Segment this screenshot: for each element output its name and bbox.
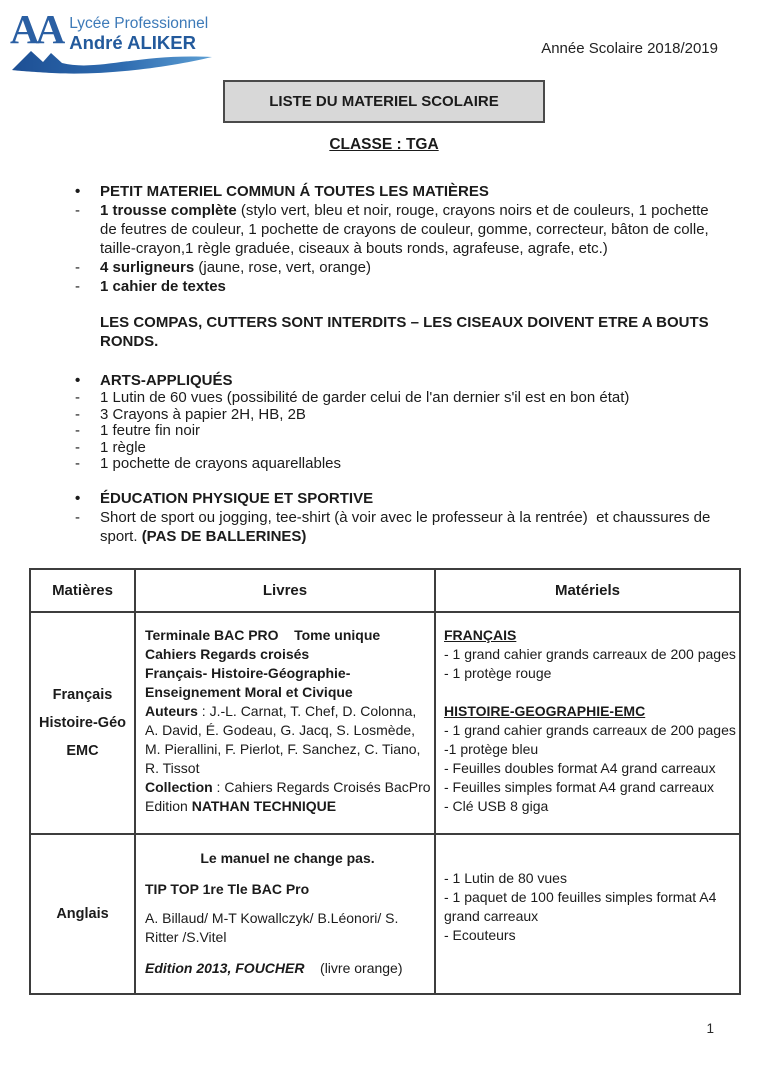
item-emphasis: (PAS DE BALLERINES) <box>141 527 307 545</box>
item-lead: 1 trousse complète <box>100 202 237 219</box>
cell-materiels <box>435 612 740 834</box>
book-title-line: Terminale BAC PRO Tome unique <box>145 626 381 643</box>
item-detail: (stylo vert, bleu et noir, rouge, crayons noirs et de couleurs, 1 pochette de feutres de couleur, 1 pochette de crayons de couleur, gomme, correcteur, bâton de colle, taille-crayon,1 règle graduée, ciseaux à bouts ronds, agrafeuse, agrafe, etc.) <box>100 202 709 257</box>
book-title-line: Français- Histoire-Géographie- <box>145 664 351 681</box>
list-item-text: 1 feutre fin noir <box>100 422 201 439</box>
materiel-item: - Clé USB 8 giga <box>444 797 549 814</box>
list-item-text <box>100 201 728 258</box>
table-row-francais-histoire-emc <box>30 612 740 834</box>
col-header-matieres: Matières <box>30 569 135 612</box>
list-item-aquarellables <box>75 456 728 473</box>
class-label: CLASSE : TGA <box>329 136 439 153</box>
logo-school-type: Lycée Professionnel <box>69 15 209 32</box>
item-detail: (jaune, rose, vert, orange) <box>194 259 371 276</box>
bullet-icon: • <box>75 372 81 389</box>
list-item-cahier-textes <box>75 277 728 296</box>
book-authors <box>145 702 432 778</box>
matiere-line: Français <box>52 686 113 703</box>
cell-matiere <box>30 612 135 834</box>
item-lead: 4 surligneurs <box>100 259 195 276</box>
materiel-item: - Feuilles simples format A4 grand carreaux <box>444 778 714 795</box>
edition-detail: (livre orange) <box>304 960 403 976</box>
page-number: 1 <box>706 1021 714 1036</box>
supplies-table <box>29 568 741 995</box>
bullet-icon: • <box>75 489 81 507</box>
edition-name: NATHAN TECHNIQUE <box>191 797 337 814</box>
school-logo <box>10 6 225 76</box>
book-authors: A. Billaud/ M-T Kowallczyk/ B.Léonori/ S. Ritter /S.Vitel <box>145 910 399 945</box>
list-item-text: 1 Lutin de 60 vues (possibilité de garder celui de l'an dernier s'il est en bon état) <box>100 389 630 406</box>
list-item-feutre <box>75 423 728 440</box>
book-edition <box>145 797 432 816</box>
table-header-row <box>30 569 740 612</box>
section-heading-text: ÉDUCATION PHYSIQUE ET SPORTIVE <box>100 489 374 507</box>
authors-label: Auteurs <box>145 702 198 719</box>
logo-school-name: André ALIKER <box>69 32 196 54</box>
edition-prefix: Edition <box>145 797 192 814</box>
logo-text <box>69 15 208 53</box>
school-year-label: Année Scolaire 2018/2019 <box>541 40 718 57</box>
section-heading-eps <box>75 489 728 508</box>
section-heading-arts <box>75 371 728 390</box>
list-item-crayons <box>75 407 728 424</box>
list-item-text: 3 Crayons à papier 2H, HB, 2B <box>100 405 306 423</box>
list-item-sport <box>75 508 728 546</box>
dash-icon: - <box>75 422 80 439</box>
materiel-item: - Feuilles doubles format A4 grand carreaux <box>444 759 716 776</box>
warning-note: LES COMPAS, CUTTERS SONT INTERDITS – LES CISEAUX DOIVENT ETRE A BOUTS RONDS. <box>100 314 709 350</box>
cell-matiere <box>30 834 135 994</box>
book-title-line: Enseignement Moral et Civique <box>145 683 353 700</box>
list-item-text <box>100 508 728 546</box>
materiel-group-heading: HISTOIRE-GEOGRAPHIE-EMC <box>444 702 646 719</box>
table-row-anglais <box>30 834 740 994</box>
list-item-lutin <box>75 390 728 407</box>
dash-icon: - <box>75 508 80 526</box>
spacer <box>444 683 737 702</box>
list-item-trousse <box>75 201 728 258</box>
dash-icon: - <box>75 389 80 406</box>
list-item-regle <box>75 440 728 457</box>
dash-icon: - <box>75 259 80 276</box>
materiel-group-heading: FRANÇAIS <box>444 626 517 643</box>
matiere-line: Histoire-Géo <box>38 714 126 731</box>
authors-text: : J.-L. Carnat, T. Chef, D. Colonna, A. David, É. Godeau, G. Jacq, S. Losmède, M. Pierallini, F. Pierlot, F. Sanchez, C. Tiano, R. Tissot <box>145 702 421 776</box>
page-header <box>0 0 768 72</box>
materiel-item: - 1 grand cahier grands carreaux de 200 pages <box>444 721 736 738</box>
collection-text: : Cahiers Regards Croisés BacPro <box>212 778 431 795</box>
materiel-item: - 1 grand cahier grands carreaux de 200 pages <box>444 645 736 662</box>
bullet-icon: • <box>75 183 81 200</box>
matiere-line: EMC <box>66 742 99 759</box>
book-title-line: Cahiers Regards croisés <box>145 645 310 662</box>
cell-livres <box>135 612 435 834</box>
logo-row <box>10 6 225 54</box>
section-heading-text: PETIT MATERIEL COMMUN Á TOUTES LES MATIÈRES <box>100 183 489 200</box>
dash-icon: - <box>75 438 80 456</box>
dash-icon: - <box>75 455 80 472</box>
book-title-line: TIP TOP 1re Tle BAC Pro <box>145 881 310 897</box>
collection-label: Collection <box>145 778 213 795</box>
list-item-surligneurs <box>75 258 728 277</box>
edition-name: Edition 2013, FOUCHER <box>145 960 305 976</box>
materiel-item: - 1 paquet de 100 feuilles simples format A4 grand carreaux <box>444 888 717 924</box>
col-header-materiels: Matériels <box>435 569 740 612</box>
list-item-text <box>100 277 728 296</box>
logo-monogram-aa: AA <box>10 6 62 52</box>
list-item-text <box>100 258 728 277</box>
title-box <box>223 80 545 123</box>
matiere-line: Anglais <box>56 905 109 922</box>
item-detail: Short de sport ou jogging, tee-shirt (à voir avec le professeur à la rentrée) et chaussures de sport. <box>100 508 711 545</box>
list-item-text: 1 règle <box>100 438 146 456</box>
item-lead: 1 cahier de textes <box>100 278 226 295</box>
page-title: LISTE DU MATERIEL SCOLAIRE <box>269 93 499 110</box>
materiel-item: - 1 Lutin de 80 vues <box>444 869 567 886</box>
dash-icon: - <box>75 278 80 295</box>
materiel-item: -1 protège bleu <box>444 740 539 757</box>
supplies-sections <box>0 182 768 546</box>
book-collection <box>145 778 432 797</box>
manual-note: Le manuel ne change pas. <box>200 850 375 866</box>
col-header-livres: Livres <box>135 569 435 612</box>
materiel-item: - Ecouteurs <box>444 926 516 943</box>
book-edition <box>145 959 430 978</box>
materiel-item: - 1 protège rouge <box>444 664 552 681</box>
cell-livres <box>135 834 435 994</box>
section-heading-text: ARTS-APPLIQUÉS <box>100 372 233 389</box>
dash-icon: - <box>75 405 80 423</box>
cell-materiels <box>435 834 740 994</box>
list-item-text: 1 pochette de crayons aquarellables <box>100 455 341 472</box>
section-heading-common <box>75 182 728 201</box>
dash-icon: - <box>75 202 80 219</box>
